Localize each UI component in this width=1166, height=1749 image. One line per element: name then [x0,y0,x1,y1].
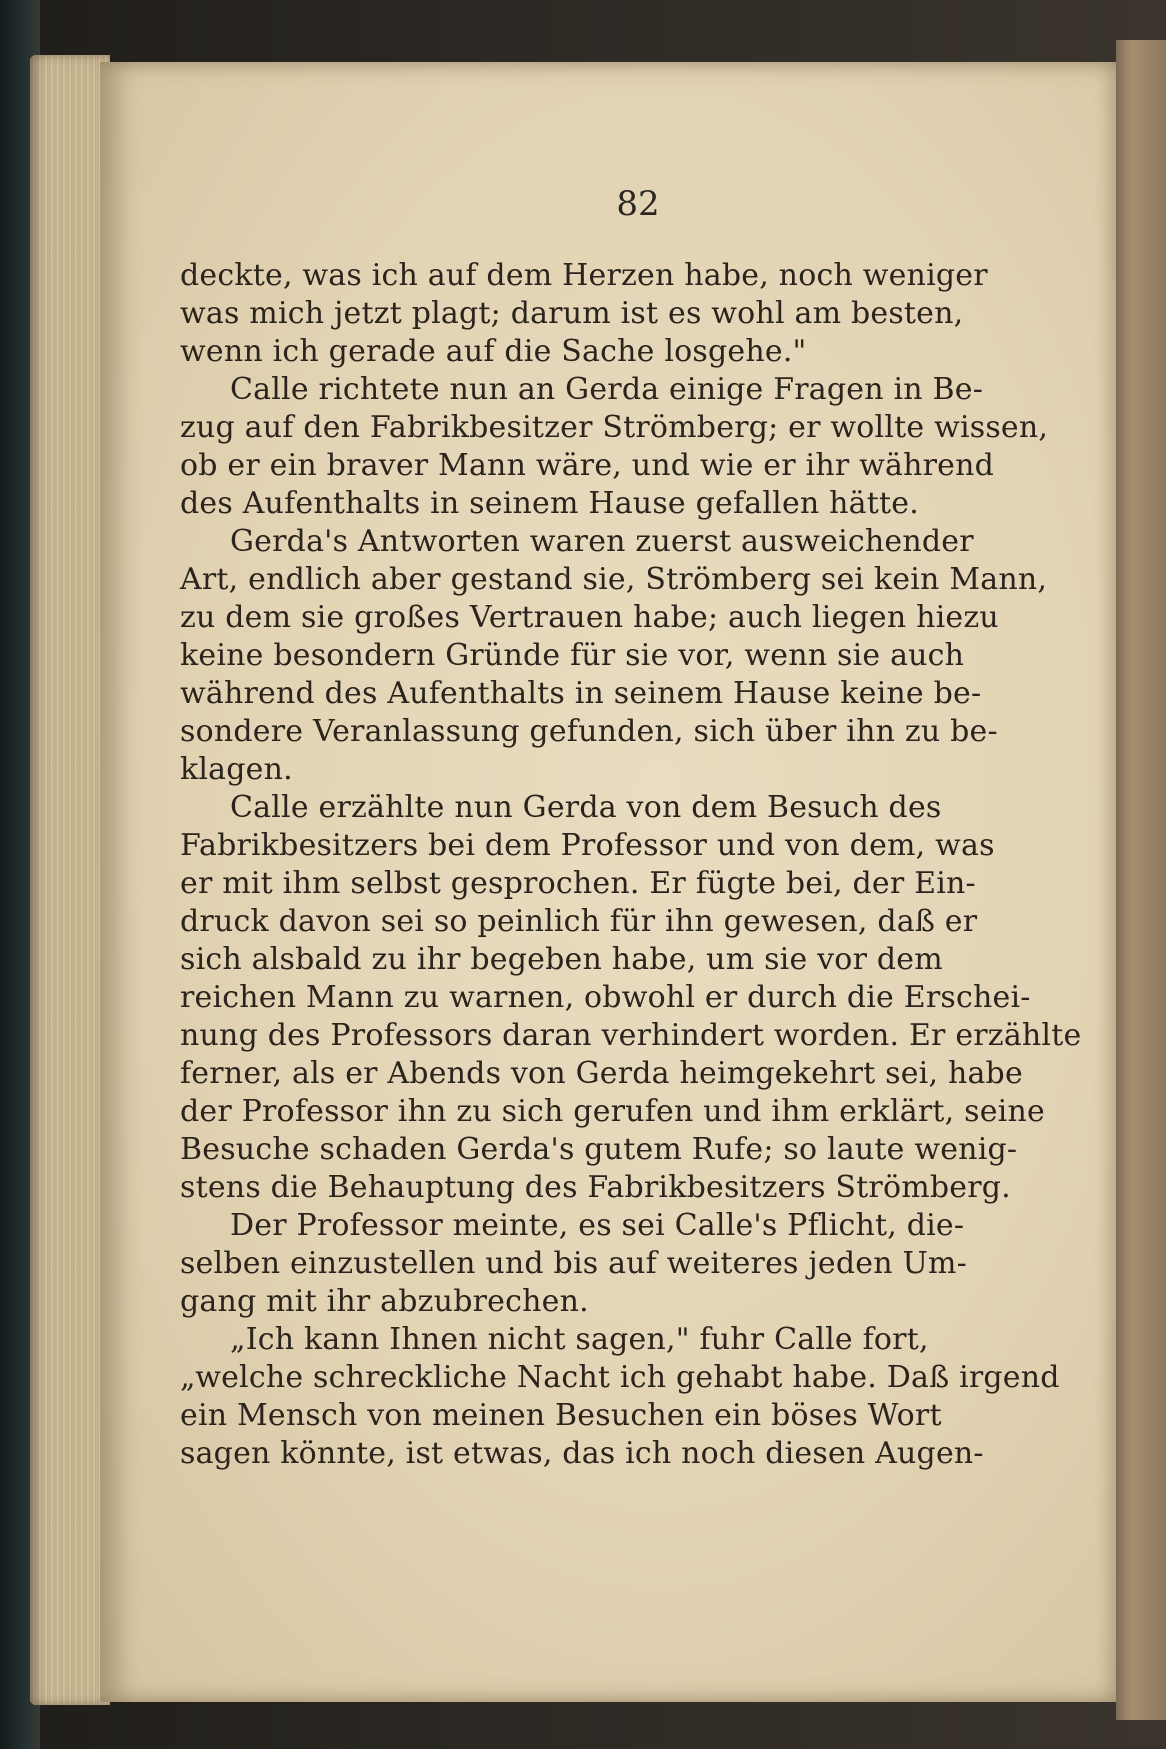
text-line: Calle richtete nun an Gerda einige Fragen in Be- [230,372,984,407]
text-line: des Aufenthalts in seinem Hause gefallen hätte. [180,486,919,521]
text-line: während des Aufenthalts in seinem Hause keine be- [180,676,982,711]
text-line: zu dem sie großes Vertrauen habe; auch liegen hiezu [180,600,999,635]
text-line: Fabrikbesitzers bei dem Professor und von dem, was [180,828,995,863]
text-line: „Ich kann Ihnen nicht sagen," fuhr Calle fort, [230,1322,929,1357]
text-line: zug auf den Fabrikbesitzer Strömberg; er wollte wissen, [180,410,1049,445]
text-line: sagen könnte, ist etwas, das ich noch diesen Augen- [180,1436,984,1471]
text-line: ferner, als er Abends von Gerda heimgekehrt sei, habe [180,1056,1023,1091]
text-line: er mit ihm selbst gesprochen. Er fügte bei, der Ein- [180,866,976,901]
text-line: „welche schreckliche Nacht ich gehabt habe. Daß irgend [180,1360,1060,1395]
text-line: Calle erzählte nun Gerda von dem Besuch des [230,790,942,825]
text-line: nung des Professors daran verhindert worden. Er erzählte [180,1018,1082,1053]
text-line: deckte, was ich auf dem Herzen habe, noch weniger [180,258,988,293]
text-line: wenn ich gerade auf die Sache losgehe." [180,334,807,369]
text-line: klagen. [180,752,293,787]
text-line: der Professor ihn zu sich gerufen und ihm erklärt, seine [180,1094,1045,1129]
text-line: druck davon sei so peinlich für ihn gewesen, daß er [180,904,978,939]
text-line: sondere Veranlassung gefunden, sich über ihn zu be- [180,714,998,749]
text-line: keine besondern Gründe für sie vor, wenn sie auch [180,638,965,673]
text-line: selben einzustellen und bis auf weiteres jeden Um- [180,1246,967,1281]
text-line: ob er ein braver Mann wäre, und wie er ihr während [180,448,995,483]
page-number: 82 [616,184,660,224]
text-line: Gerda's Antworten waren zuerst ausweichender [230,524,974,559]
text-line: Art, endlich aber gestand sie, Strömberg sei kein Mann, [180,562,1048,597]
text-line: gang mit ihr abzubrechen. [180,1284,589,1319]
text-line: Der Professor meinte, es sei Calle's Pflicht, die- [230,1208,965,1243]
text-line: reichen Mann zu warnen, obwohl er durch die Erschei- [180,980,1031,1015]
facing-page-edge [1116,40,1166,1720]
text-line: Besuche schaden Gerda's gutem Rufe; so laute wenig- [180,1132,1018,1167]
text-line: stens die Behauptung des Fabrikbesitzers Strömberg. [180,1170,1011,1205]
text-line: was mich jetzt plagt; darum ist es wohl am besten, [180,296,964,331]
text-line: ein Mensch von meinen Besuchen ein böses Wort [180,1398,942,1433]
page-stack-edges [30,55,110,1705]
text-line: sich alsbald zu ihr begeben habe, um sie vor dem [180,942,943,977]
